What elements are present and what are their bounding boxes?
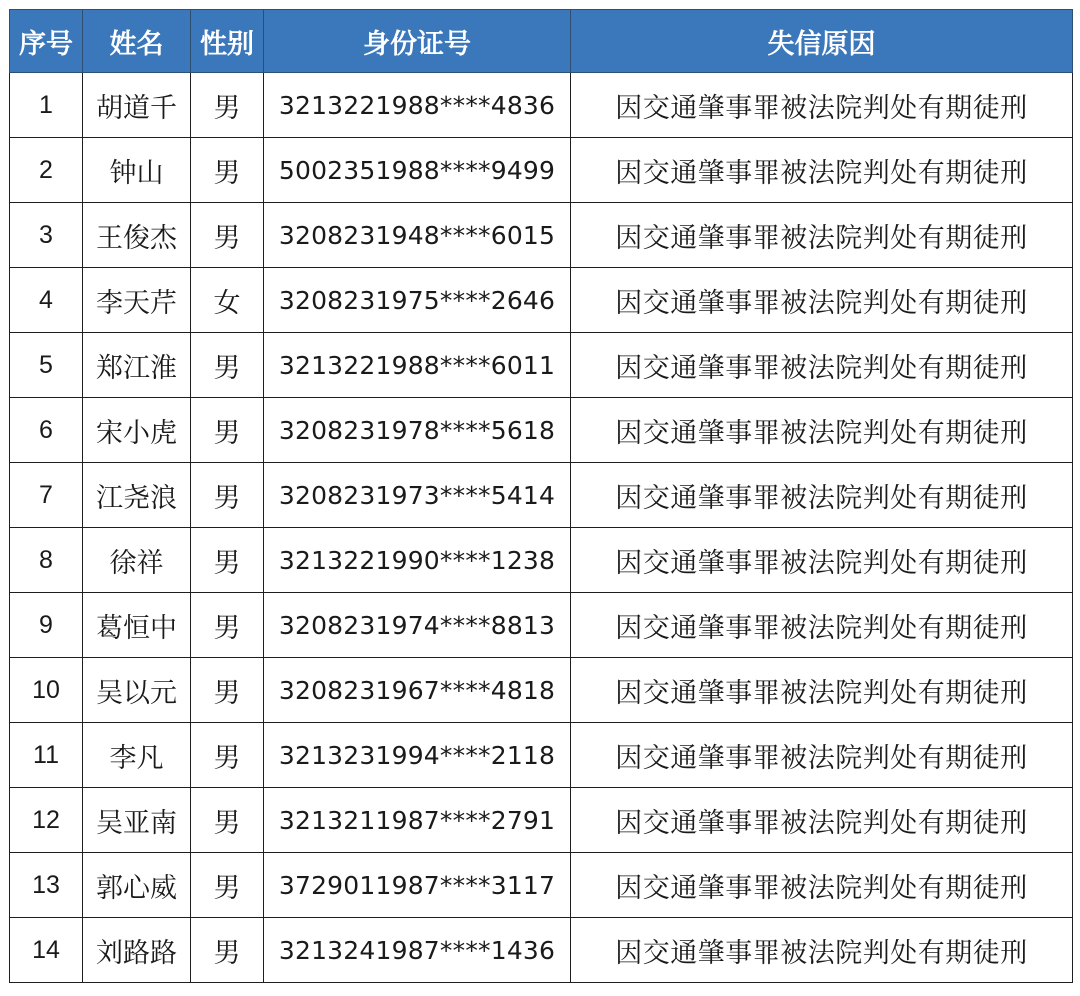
cell-serial-number: 4 (10, 268, 83, 333)
cell-serial-number: 9 (10, 593, 83, 658)
cell-dishonesty-reason: 因交通肇事罪被法院判处有期徒刑 (571, 333, 1073, 398)
cell-id-number: 3213241987****1436 (264, 918, 571, 983)
cell-name: 葛恒中 (83, 593, 191, 658)
table-row (10, 918, 1073, 983)
cell-serial-number: 10 (10, 658, 83, 723)
table-row (10, 138, 1073, 203)
cell-id-number: 3208231973****5414 (264, 463, 571, 528)
cell-serial-number: 6 (10, 398, 83, 463)
table-row (10, 398, 1073, 463)
cell-name: 江尧浪 (83, 463, 191, 528)
cell-serial-number: 11 (10, 723, 83, 788)
cell-serial-number: 5 (10, 333, 83, 398)
cell-dishonesty-reason: 因交通肇事罪被法院判处有期徒刑 (571, 398, 1073, 463)
cell-name: 胡道千 (83, 73, 191, 138)
cell-gender: 男 (191, 398, 264, 463)
header-gender: 性别 (191, 10, 264, 73)
cell-serial-number: 8 (10, 528, 83, 593)
table-row (10, 268, 1073, 333)
cell-id-number: 3208231948****6015 (264, 203, 571, 268)
cell-id-number: 3213221988****6011 (264, 333, 571, 398)
cell-name: 钟山 (83, 138, 191, 203)
cell-gender: 男 (191, 918, 264, 983)
cell-name: 吴以元 (83, 658, 191, 723)
table-row (10, 203, 1073, 268)
cell-gender: 男 (191, 333, 264, 398)
cell-dishonesty-reason: 因交通肇事罪被法院判处有期徒刑 (571, 463, 1073, 528)
cell-id-number: 3208231967****4818 (264, 658, 571, 723)
cell-serial-number: 13 (10, 853, 83, 918)
dishonest-persons-table (9, 9, 1073, 983)
header-name: 姓名 (83, 10, 191, 73)
header-dishonesty-reason: 失信原因 (571, 10, 1073, 73)
cell-gender: 女 (191, 268, 264, 333)
cell-name: 吴亚南 (83, 788, 191, 853)
cell-name: 郑江淮 (83, 333, 191, 398)
cell-dishonesty-reason: 因交通肇事罪被法院判处有期徒刑 (571, 593, 1073, 658)
table-row (10, 463, 1073, 528)
cell-id-number: 3213221990****1238 (264, 528, 571, 593)
cell-serial-number: 14 (10, 918, 83, 983)
cell-serial-number: 7 (10, 463, 83, 528)
cell-dishonesty-reason: 因交通肇事罪被法院判处有期徒刑 (571, 918, 1073, 983)
cell-gender: 男 (191, 593, 264, 658)
table-row (10, 333, 1073, 398)
cell-id-number: 3213211987****2791 (264, 788, 571, 853)
cell-gender: 男 (191, 788, 264, 853)
cell-dishonesty-reason: 因交通肇事罪被法院判处有期徒刑 (571, 788, 1073, 853)
cell-serial-number: 1 (10, 73, 83, 138)
header-id-number: 身份证号 (264, 10, 571, 73)
cell-id-number: 3213221988****4836 (264, 73, 571, 138)
cell-gender: 男 (191, 203, 264, 268)
cell-gender: 男 (191, 658, 264, 723)
cell-name: 李凡 (83, 723, 191, 788)
cell-name: 郭心威 (83, 853, 191, 918)
cell-name: 徐祥 (83, 528, 191, 593)
cell-name: 宋小虎 (83, 398, 191, 463)
cell-dishonesty-reason: 因交通肇事罪被法院判处有期徒刑 (571, 203, 1073, 268)
cell-id-number: 3208231978****5618 (264, 398, 571, 463)
table-row (10, 593, 1073, 658)
cell-dishonesty-reason: 因交通肇事罪被法院判处有期徒刑 (571, 723, 1073, 788)
cell-gender: 男 (191, 723, 264, 788)
cell-gender: 男 (191, 463, 264, 528)
cell-dishonesty-reason: 因交通肇事罪被法院判处有期徒刑 (571, 268, 1073, 333)
cell-name: 李天芹 (83, 268, 191, 333)
table-row (10, 73, 1073, 138)
table-body (10, 73, 1073, 983)
table-row (10, 658, 1073, 723)
cell-dishonesty-reason: 因交通肇事罪被法院判处有期徒刑 (571, 658, 1073, 723)
header-serial-number: 序号 (10, 10, 83, 73)
cell-serial-number: 3 (10, 203, 83, 268)
cell-dishonesty-reason: 因交通肇事罪被法院判处有期徒刑 (571, 853, 1073, 918)
cell-gender: 男 (191, 528, 264, 593)
cell-id-number: 3208231975****2646 (264, 268, 571, 333)
table-row (10, 723, 1073, 788)
cell-dishonesty-reason: 因交通肇事罪被法院判处有期徒刑 (571, 73, 1073, 138)
cell-dishonesty-reason: 因交通肇事罪被法院判处有期徒刑 (571, 528, 1073, 593)
cell-gender: 男 (191, 853, 264, 918)
cell-id-number: 3208231974****8813 (264, 593, 571, 658)
cell-serial-number: 2 (10, 138, 83, 203)
table-row (10, 528, 1073, 593)
cell-id-number: 3729011987****3117 (264, 853, 571, 918)
cell-name: 刘路路 (83, 918, 191, 983)
table-header (10, 10, 1073, 73)
table-row (10, 788, 1073, 853)
cell-dishonesty-reason: 因交通肇事罪被法院判处有期徒刑 (571, 138, 1073, 203)
cell-serial-number: 12 (10, 788, 83, 853)
cell-gender: 男 (191, 73, 264, 138)
cell-gender: 男 (191, 138, 264, 203)
header-row (10, 10, 1073, 73)
cell-id-number: 3213231994****2118 (264, 723, 571, 788)
cell-name: 王俊杰 (83, 203, 191, 268)
cell-id-number: 5002351988****9499 (264, 138, 571, 203)
table-row (10, 853, 1073, 918)
dishonest-persons-table-container (9, 9, 1072, 983)
